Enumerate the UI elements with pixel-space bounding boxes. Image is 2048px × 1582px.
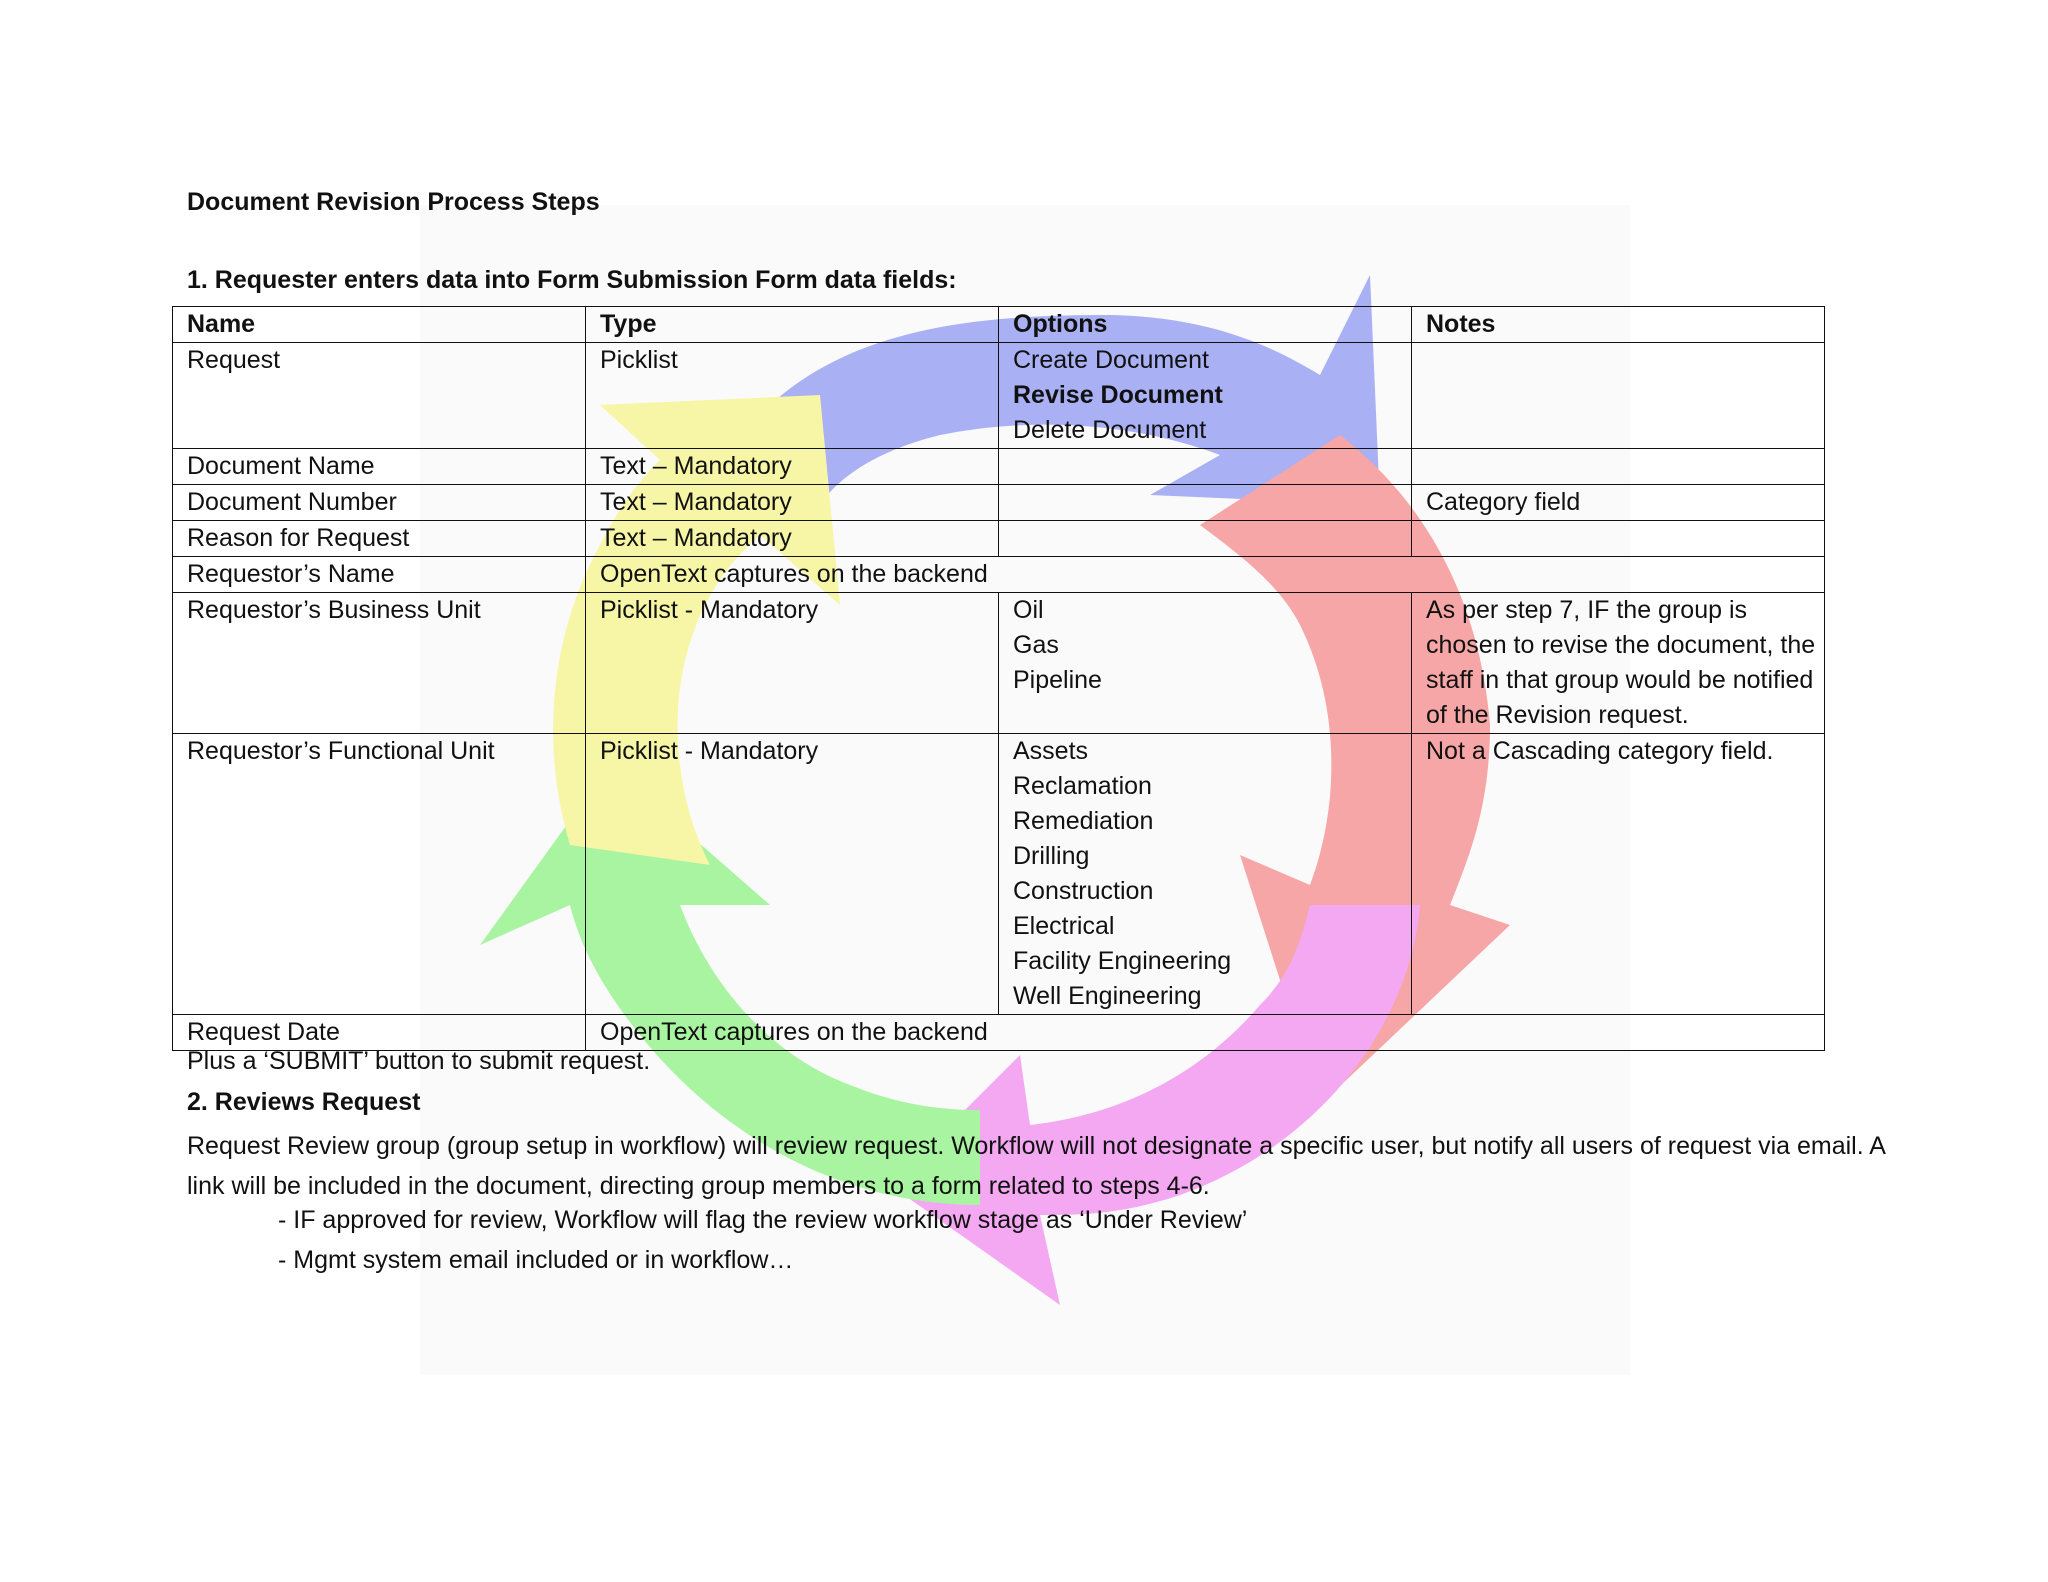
step2-paragraph: Request Review group (group setup in workflow) will review request. Workflow will not designate a specific user, but notify all users of request via email. A link will be included in the document, directing group members to a form related to steps 4-6. xyxy=(187,1132,1885,1200)
option-item: Oil xyxy=(1013,596,1044,624)
header-name: Name xyxy=(173,307,586,343)
option-item: Pipeline xyxy=(1013,666,1102,694)
table-row xyxy=(173,449,1825,485)
submit-note: Plus a ‘SUBMIT’ button to submit request. xyxy=(187,1047,651,1075)
table-row xyxy=(173,485,1825,521)
cell-type: Text – Mandatory xyxy=(586,485,999,521)
cell-notes xyxy=(1412,449,1825,485)
option-item: Create Document xyxy=(1013,346,1209,374)
option-item: Facility Engineering xyxy=(1013,947,1232,975)
header-options: Options xyxy=(999,307,1412,343)
option-item: Electrical xyxy=(1013,912,1115,940)
cell-name: Requestor’s Functional Unit xyxy=(173,734,586,1015)
cell-name: Requestor’s Name xyxy=(173,557,586,593)
cell-type: Text – Mandatory xyxy=(586,449,999,485)
cell-options xyxy=(999,734,1412,1015)
cell-type: Picklist - Mandatory xyxy=(586,593,999,734)
cell-type-merged: OpenText captures on the backend xyxy=(586,557,1825,593)
option-item: Assets xyxy=(1013,737,1089,765)
option-item: Remediation xyxy=(1013,807,1154,835)
step1-heading: 1. Requester enters data into Form Submission Form data fields: xyxy=(187,266,957,294)
table-header-row xyxy=(173,307,1825,343)
header-notes: Notes xyxy=(1412,307,1825,343)
option-item: Construction xyxy=(1013,877,1154,905)
cell-type: Picklist xyxy=(586,343,999,449)
cell-notes: Category field xyxy=(1412,485,1825,521)
cell-name: Requestor’s Business Unit xyxy=(173,593,586,734)
step2-heading: 2. Reviews Request xyxy=(187,1088,421,1116)
cell-type: Text – Mandatory xyxy=(586,521,999,557)
table-row xyxy=(173,734,1825,1015)
table-row xyxy=(173,343,1825,449)
cell-name: Request xyxy=(173,343,586,449)
cell-options xyxy=(999,485,1412,521)
cell-options xyxy=(999,343,1412,449)
cell-name: Reason for Request xyxy=(173,521,586,557)
option-item: Gas xyxy=(1013,631,1059,659)
cell-notes: Not a Cascading category field. xyxy=(1412,734,1825,1015)
cell-type-merged: OpenText captures on the backend xyxy=(586,1015,1825,1051)
cell-options xyxy=(999,449,1412,485)
bullet-item: - IF approved for review, Workflow will flag the review workflow stage as ‘Under Review’ xyxy=(278,1206,1248,1234)
cell-name: Request Date xyxy=(173,1015,586,1051)
cell-notes xyxy=(1412,343,1825,449)
cell-type: Picklist - Mandatory xyxy=(586,734,999,1015)
option-item-bold: Revise Document xyxy=(1013,381,1223,409)
header-type: Type xyxy=(586,307,999,343)
cell-notes: As per step 7, IF the group is chosen to revise the document, the staff in that group would be notified of the Revision request. xyxy=(1412,593,1825,734)
table-row xyxy=(173,557,1825,593)
table-row xyxy=(173,521,1825,557)
cell-options xyxy=(999,593,1412,734)
cell-name: Document Name xyxy=(173,449,586,485)
option-item: Drilling xyxy=(1013,842,1090,870)
option-item: Well Engineering xyxy=(1013,982,1202,1010)
table-row xyxy=(173,1015,1825,1051)
bullet-item: - Mgmt system email included or in workflow… xyxy=(278,1246,794,1274)
cell-name: Document Number xyxy=(173,485,586,521)
option-item: Reclamation xyxy=(1013,772,1152,800)
document-title: Document Revision Process Steps xyxy=(187,188,600,216)
cell-notes xyxy=(1412,521,1825,557)
cell-options xyxy=(999,521,1412,557)
form-fields-table xyxy=(172,306,1825,1051)
table-row xyxy=(173,593,1825,734)
option-item: Delete Document xyxy=(1013,416,1207,444)
